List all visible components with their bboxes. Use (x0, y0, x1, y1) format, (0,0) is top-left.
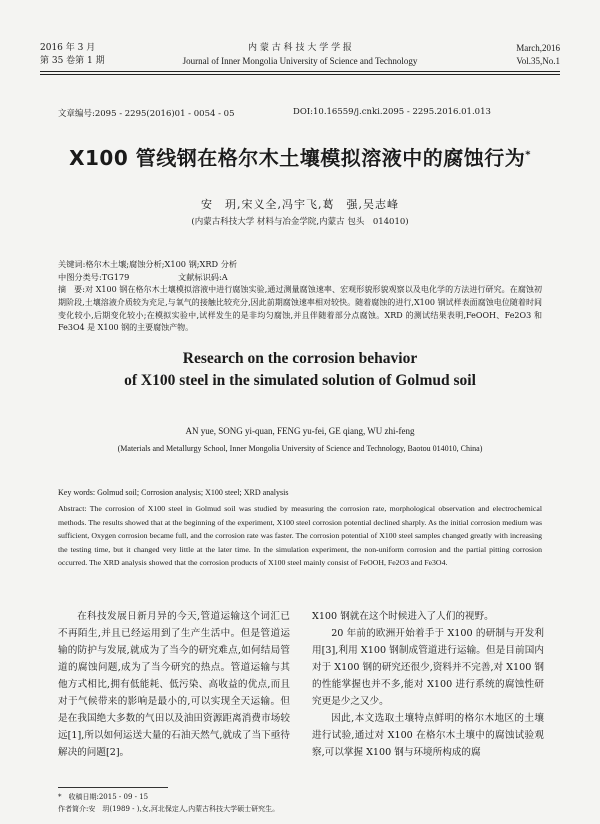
authors-english: AN yue, SONG yi-quan, FENG yu-fei, GE qiang, WU zhi-feng (185, 426, 415, 436)
keywords-chinese: 关键词:格尔木土壤;腐蚀分析;X100 钢;XRD 分析 (58, 259, 238, 269)
body-column-right (312, 608, 544, 761)
article-number: 文章编号:2095 - 2295(2016)01 - 0054 - 05 (58, 109, 235, 119)
header-rule-thin (40, 74, 560, 75)
header-rule-thick (40, 71, 560, 72)
body-column-left (58, 608, 290, 761)
journal-name-cn: 内 蒙 古 科 技 大 学 学 报 (248, 43, 352, 53)
title-chinese-text: X100 管线钢在格尔木土壤模拟溶液中的腐蚀行为 (69, 146, 526, 170)
title-english (0, 348, 600, 392)
clc-number: 中图分类号:TG179 (58, 272, 130, 282)
title-english-line1: Research on the corrosion behavior (182, 350, 418, 367)
header-left-volume: 第 35 卷第 1 期 (40, 56, 105, 66)
abstract-english: Abstract: The corrosion of X100 steel in Golmud soil was studied by measuring the corrosion rate, morphological observation and electrochemical methods. The results showed that at the beginning of the experiment, X100 steel corrosion potential declined sharply. As the initial corrosion medium was sufficient, Oxygen corrosion became full, and the corrosion rate was faster. The corrosion potential of X100 steel samples changed greatly with increasing the testing time, but it changed very little at the later time. In the simulation experiment, the non-uniform corrosion and the partial pitting corrosion occurred. The XRD analysis showed that the corrosion products of X100 steel mainly consist of FeOOH, Fe2O3 and Fe3O4. (58, 504, 542, 568)
footnote-rule (58, 787, 168, 788)
keywords-english: Key words: Golmud soil; Corrosion analysis; X100 steel; XRD analysis (58, 488, 289, 497)
journal-name-en: Journal of Inner Mongolia University of Science and Technology (182, 56, 418, 66)
affiliation-english: (Materials and Metallurgy School, Inner Mongolia University of Science and Technology, Baotou 014010, China) (117, 444, 483, 453)
affiliation-chinese: (内蒙古科技大学 材料与冶金学院,内蒙古 包头 014010) (191, 217, 409, 227)
body-paragraph-continued: X100 钢就在这个时候进入了人们的视野。 (312, 611, 494, 622)
header-center (40, 42, 560, 68)
article-id-line (58, 107, 542, 119)
authors-chinese: 安 玥,宋义全,冯宇飞,葛 强,吴志峰 (201, 198, 399, 211)
article-doi: DOI:10.16559/j.cnki.2095 - 2295.2016.01.013 (293, 107, 491, 117)
body-paragraph: 因此,本文选取土壤特点鲜明的格尔木地区的土壤进行试验,通过对 X100 在格尔木土壤中的腐蚀试验观察,可以掌握 X100 钢与环境所构成的腐 (312, 713, 544, 758)
title-english-line2: of X100 steel in the simulated solution of Golmud soil (124, 372, 476, 389)
footnote-received-date: * 收稿日期:2015 - 09 - 15 (58, 793, 149, 801)
body-paragraph: 20 年前的欧洲开始着手于 X100 的研制与开发利用[3],利用 X100 钢制成管道进行运输。但是目前国内对于 X100 钢的研究还很少,资料并不完善,对 X100 钢的性能掌握也并不多,能对 X100 进行系统的腐蚀性研究更是少之又少。 (312, 628, 544, 707)
title-footnote-mark: * (525, 149, 531, 161)
header-right-volume: Vol.35,No.1 (516, 56, 560, 66)
body-paragraph: 在科技发展日新月异的今天,管道运输这个词汇已不再陌生,并且已经运用到了生产生活中。但是管道运输的防护与发展,就成为了当今的研究难点,如何结局管道的腐蚀问题,成为了当今研究的热点。管道运输与其他方式相比,拥有低能耗、低污染、高收益的优点,而且对于气候带来的影响是最小的,可以实现全天运输。但是在我国绝大多数的气田以及油田资源距离消费市场较远[1],所以如何运送大量的石油天然气,就成了当下亟待解决的问题[2]。 (58, 611, 290, 758)
footnote-author-bio: 作者简介:安 玥(1989 - ),女,河北保定人,内蒙古科技大学硕士研究生。 (58, 805, 280, 813)
abstract-chinese: 摘 要:对 X100 钢在格尔木土壤模拟溶液中进行腐蚀实验,通过测量腐蚀速率、宏观形貌形貌观察以及电化学的方法进行研究。在腐蚀初期阶段,土壤溶液介质较为充足,与氧气的接触比较充分,因此前期腐蚀速率相对较快。随着腐蚀的进行,X100 钢试样表面腐蚀电位随着时间变化较小,后期变化较小;在模拟实验中,试样发生的是非均匀腐蚀,并且伴随着部分点腐蚀。XRD 的测试结果表明,FeOOH、Fe2O3 和 Fe3O4 是 X100 钢的主要腐蚀产物。 (58, 285, 542, 333)
title-chinese (0, 142, 600, 171)
classification-line (58, 271, 542, 284)
header-right-date: March,2016 (516, 43, 560, 53)
header-right (516, 42, 560, 68)
document-code: 文献标识码:A (178, 272, 228, 282)
header-left-date: 2016 年 3 月 (40, 43, 96, 53)
